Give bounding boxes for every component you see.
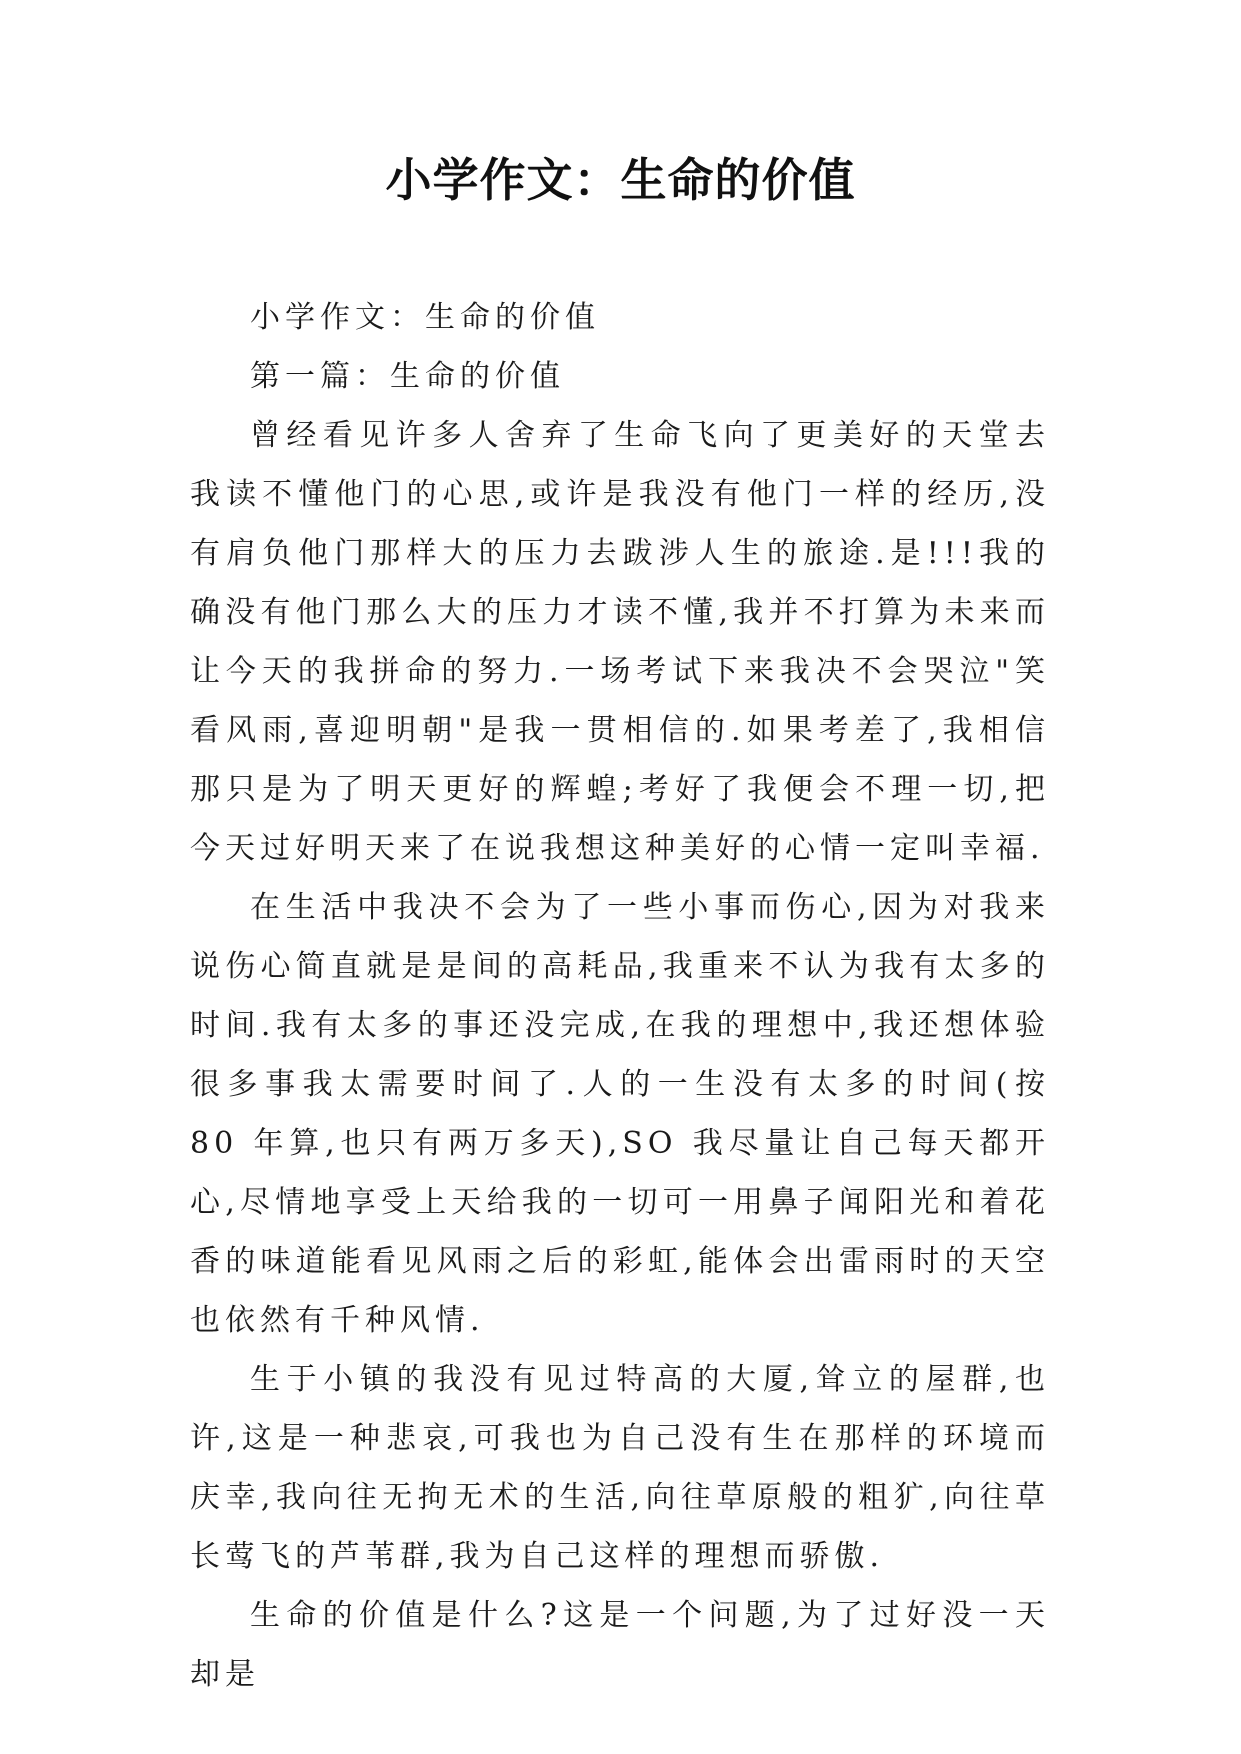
document-body bbox=[190, 288, 1050, 1704]
paragraph-section-heading: 第一篇：生命的价值 bbox=[250, 359, 565, 394]
paragraph: 曾经看见许多人舍弃了生命飞向了更美好的天堂去我读不懂他门的心思,或许是我没有他门一样的经历,没有肩负他门那样大的压力去跋涉人生的旅途.是!!!我的确没有他门那么大的压力才读不懂,我并不打算为未来而让今天的我拼命的努力.一场考试下来我决不会哭泣"笑看风雨,喜迎明朝"是我一贯相信的.如果考差了,我相信那只是为了明天更好的辉蝗;考好了我便会不理一切,把今天过好明天来了在说我想这种美好的心情一定叫幸福. bbox=[190, 418, 1050, 866]
document-title: 小学作文：生命的价值 bbox=[385, 153, 856, 207]
paragraph: 在生活中我决不会为了一些小事而伤心,因为对我来说伤心简直就是是间的高耗品,我重来不认为我有太多的时间.我有太多的事还没完成,在我的理想中,我还想体验很多事我太需要时间了.人的一生没有太多的时间(按 80 年算,也只有两万多天),SO 我尽量让自己每天都开心,尽情地享受上天给我的一切可一用鼻子闻阳光和着花香的味道能看见风雨之后的彩虹,能体会出雷雨时的天空也依然有千种风情. bbox=[190, 890, 1050, 1338]
paragraph-essay-heading: 小学作文：生命的价值 bbox=[250, 300, 600, 335]
paragraph: 生命的价值是什么?这是一个问题,为了过好没一天却是 bbox=[190, 1598, 1050, 1692]
paragraph: 生于小镇的我没有见过特高的大厦,耸立的屋群,也许,这是一种悲哀,可我也为自己没有生在那样的环境而庆幸,我向往无拘无术的生活,向往草原般的粗犷,向往草长莺飞的芦苇群,我为自己这样的理想而骄傲. bbox=[190, 1362, 1050, 1574]
